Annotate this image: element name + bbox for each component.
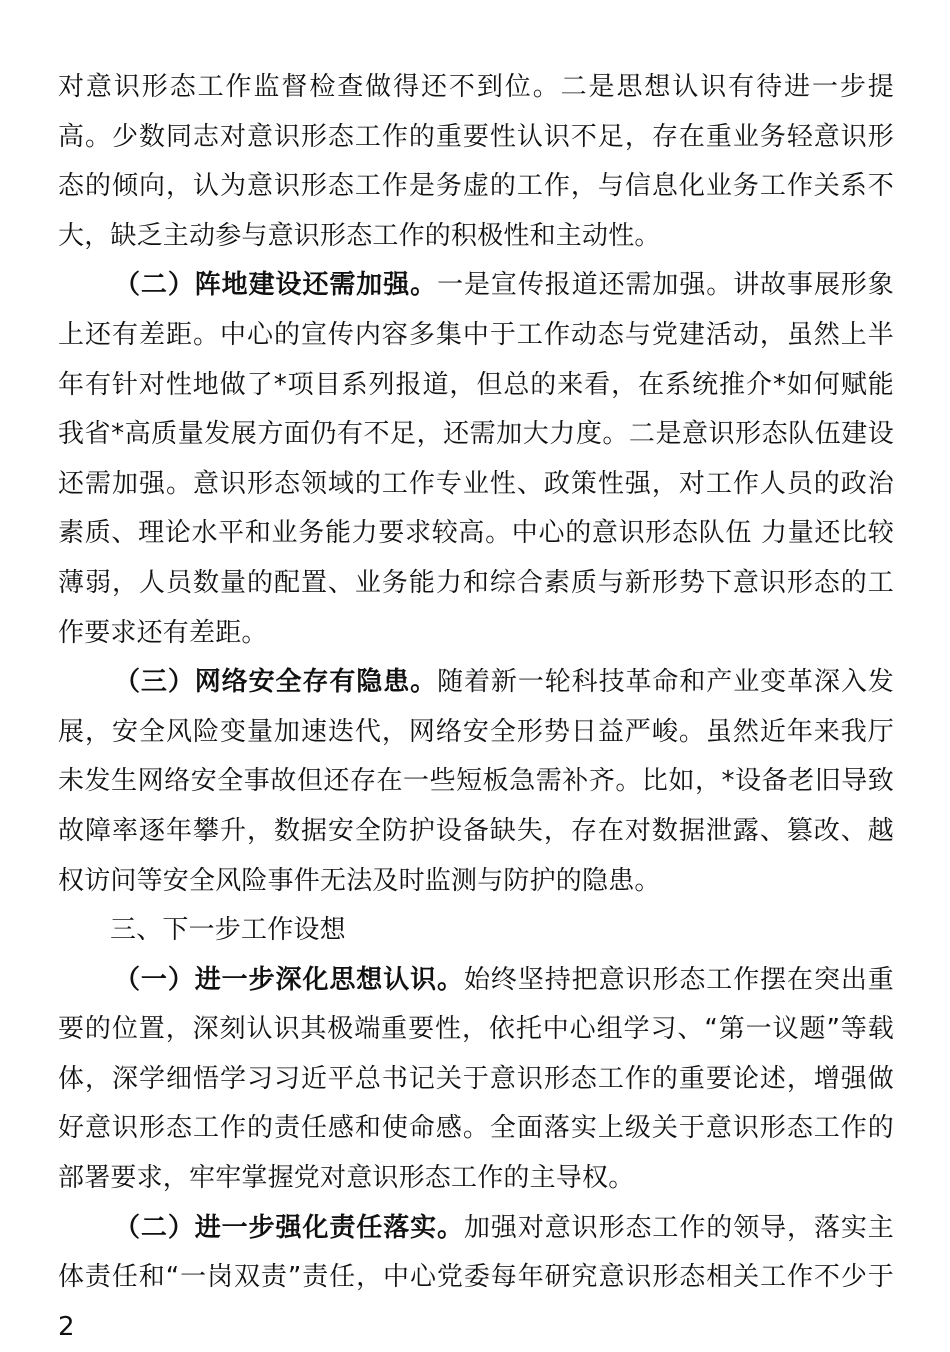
paragraph-text: 随着新一轮科技革命和产业变革深入发展，安全风险变量加速迭代，网络安全形势日益严峻。虽然近年来我厅未发生网络安全事故但还存在一些短板急需补齐。比如，*设备老旧导致故障率逐年攀升，数据安全防护设备缺失，存在对数据泄露、篡改、越权访问等安全风险事件无法及时监测与防护的隐患。	[58, 667, 894, 896]
paragraph-heading: （二）阵地建设还需加强。	[114, 270, 438, 301]
paragraph-text: 始终坚持把意识形态工作摆在突出重要的位置，深刻认识其极端重要性，依托中心组学习、“第一议题”等载体，深学细悟学习习近平总书记关于意识形态工作的重要论述，增强做好意识形态工作的责任感和使命感。全面落实上级关于意识形态工作的部署要求，牢牢掌握党对意识形态工作的主导权。	[58, 964, 894, 1194]
paragraph-continuation	[58, 63, 894, 261]
section-title: 三、下一步工作设想	[110, 915, 346, 946]
paragraph-text: 加强对意识形态工作的领导，落实主体责任和“一岗双责”责任，中心党委每年研究意识形态相关工作不少于 2	[58, 1212, 894, 1342]
paragraph-heading: （三）网络安全存有隐患。	[114, 667, 438, 698]
paragraph-deepen-understanding	[58, 956, 894, 1204]
paragraph-text: 对意识形态工作监督检查做得还不到位。二是思想认识有待进一步提高。少数同志对意识形态工作的重要性认识不足，存在重业务轻意识形态的倾向，认为意识形态工作是务虚的工作，与信息化业务工作关系不大，缺乏主动参与意识形态工作的积极性和主动性。	[58, 72, 894, 251]
section-heading-next-steps	[58, 906, 894, 956]
paragraph-network-security	[58, 658, 894, 906]
document-page	[58, 63, 894, 1352]
paragraph-heading: （二）进一步强化责任落实。	[114, 1212, 464, 1243]
paragraph-position-building	[58, 261, 894, 658]
paragraph-text: 一是宣传报道还需加强。讲故事展形象上还有差距。中心的宣传内容多集中于工作动态与党建活动，虽然上半年有针对性地做了*项目系列报道，但总的来看，在系统推介*如何赋能我省*高质量发展方面仍有不足，还需加大力度。二是意识形态队伍建设还需加强。意识形态领域的工作专业性、政策性强，对工作人员的政治素质、理论水平和业务能力要求较高。中心的意识形态队伍 力量还比较薄弱，人员数量的配置、业务能力和综合素质与新形势下意识形态的工作要求还有差距。	[58, 270, 894, 648]
paragraph-strengthen-responsibility	[58, 1204, 894, 1352]
paragraph-heading: （一）进一步深化思想认识。	[114, 964, 464, 995]
